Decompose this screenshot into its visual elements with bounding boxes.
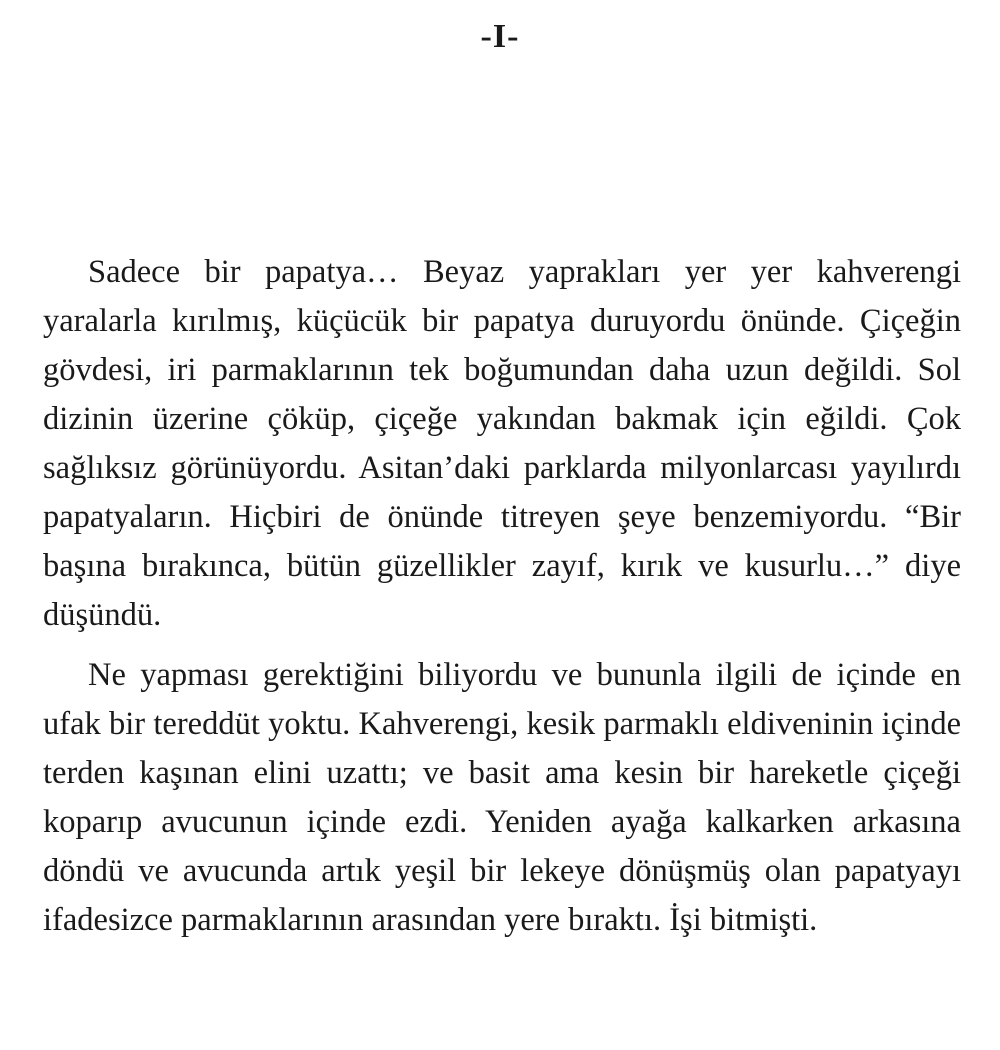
paragraph-1: Sadece bir papatya… Beyaz yaprakları yer yer kahverengi yaralarla kırılmış, küçücük bir papatya duruyordu önünde. Çiçeğin gövdesi, iri parmaklarının tek boğumundan daha uzun değildi. Sol dizinin üzerine çöküp, çiçeğe yakından bakmak için eğildi. Çok sağlıksız görünüyordu. Asitan’daki parklarda milyonlarcası yayılırdı papatyaların. Hiçbiri de önünde titreyen şeye benzemiyordu. “Bir başına bırakınca, bütün güzellikler zayıf, kırık ve kusurlu…” diye düşündü.: [43, 254, 961, 633]
chapter-number: -I-: [480, 18, 520, 55]
paragraph-2: Ne yapması gerektiğini biliyordu ve bununla ilgili de içinde en ufak bir tereddüt yoktu. Kahverengi, kesik parmaklı eldiveninin içinde terden kaşınan elini uzattı; ve basit ama kesin bir hareketle çiçeği koparıp avucunun içinde ezdi. Yeniden ayağa kalkarken arkasına döndü ve avucunda artık yeşil bir lekeye dönüşmüş olan papatyayı ifadesizce parmaklarının arasından yere bıraktı. İşi bitmişti.: [43, 657, 961, 938]
chapter-body: [43, 248, 961, 945]
